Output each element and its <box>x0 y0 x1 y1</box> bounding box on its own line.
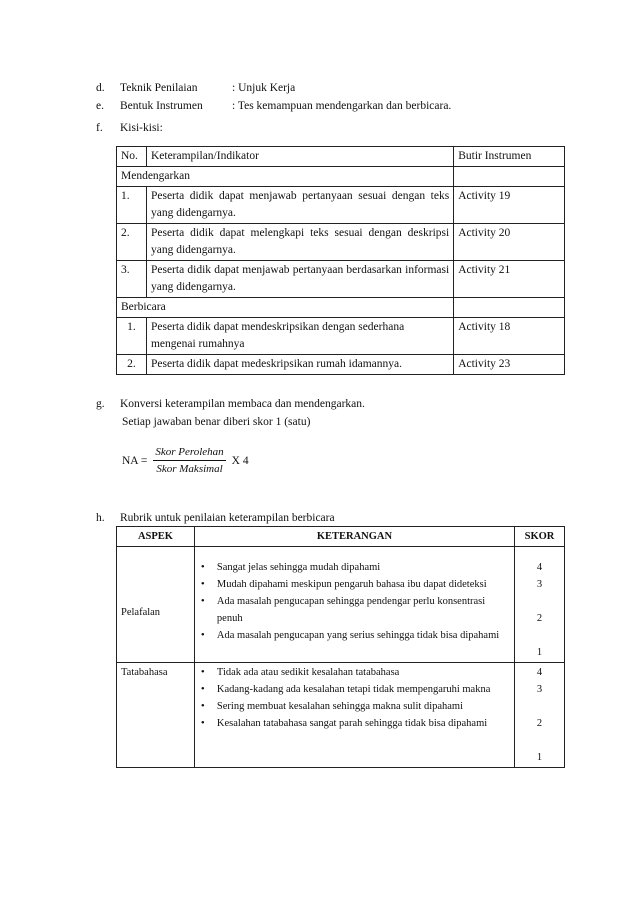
aspect-cell: Pelafalan <box>117 547 195 663</box>
value-bentuk-instrumen: : Tes kemampuan mendengarkan dan berbicara. <box>232 100 452 112</box>
table-row <box>117 318 565 355</box>
label-konversi: Konversi keterampilan membaca dan mendengarkan. <box>120 398 365 410</box>
marker-d: d. <box>96 82 105 94</box>
formula-fraction <box>153 446 225 475</box>
rubrik-table <box>116 526 565 768</box>
table-row <box>117 261 565 298</box>
kisi-header-row <box>117 147 565 167</box>
line-g <box>96 398 365 410</box>
header-skor: SKOR <box>515 527 565 547</box>
marker-e: e. <box>96 100 104 112</box>
rubrik-row-pelafalan <box>117 547 565 663</box>
score-value: 3 <box>536 684 543 695</box>
line-f <box>96 122 163 134</box>
group-title: Mendengarkan <box>117 167 454 187</box>
label-kisi-kisi: Kisi-kisi: <box>120 122 163 134</box>
konversi-subtext: Setiap jawaban benar diberi skor 1 (satu) <box>122 416 311 428</box>
table-row <box>117 224 565 261</box>
row-butir: Activity 18 <box>454 318 565 355</box>
keterangan-cell <box>194 663 514 768</box>
list-item: • Kesalahan tatabahasa sangat parah sehingga tidak bisa dipahami <box>213 715 510 732</box>
label-rubrik: Rubrik untuk penilaian keterampilan berbicara <box>120 512 335 524</box>
keterangan-cell <box>194 547 514 663</box>
marker-g: g. <box>96 398 105 410</box>
score-value: 4 <box>536 667 543 678</box>
rubrik-row-tatabahasa <box>117 663 565 768</box>
score-value: 2 <box>536 718 543 729</box>
kisi-kisi-table <box>116 146 565 375</box>
formula-numerator: Skor Perolehan <box>153 446 225 461</box>
formula-rhs: X 4 <box>231 454 249 467</box>
row-indikator: Peserta didik dapat mendeskripsikan dengan sederhana mengenai rumahnya <box>146 318 453 355</box>
header-keterangan: KETERANGAN <box>194 527 514 547</box>
list-item: • Ada masalah pengucapan sehingga pendengar perlu konsentrasi penuh <box>213 593 510 627</box>
row-no: 3. <box>117 261 147 298</box>
score-cell <box>515 547 565 663</box>
group-title: Berbicara <box>117 298 454 318</box>
score-cell <box>515 663 565 768</box>
header-no: No. <box>117 147 147 167</box>
header-butir: Butir Instrumen <box>454 147 565 167</box>
line-d <box>96 82 295 94</box>
row-no: 1. <box>117 187 147 224</box>
row-no: 2. <box>117 355 147 375</box>
score-value: 1 <box>536 752 543 763</box>
group-row-mendengarkan <box>117 167 565 187</box>
list-item: • Sangat jelas sehingga mudah dipahami <box>213 559 510 576</box>
marker-f: f. <box>96 122 103 134</box>
formula-lhs: NA = <box>122 454 148 467</box>
row-butir: Activity 21 <box>454 261 565 298</box>
list-item: • Tidak ada atau sedikit kesalahan tatabahasa <box>213 664 510 681</box>
row-butir: Activity 19 <box>454 187 565 224</box>
formula-denominator: Skor Maksimal <box>156 463 223 475</box>
label-bentuk-instrumen: Bentuk Instrumen <box>120 100 203 112</box>
row-indikator: Peserta didik dapat menjawab pertanyaan berdasarkan informasi yang didengarnya. <box>146 261 453 298</box>
list-item: • Kadang-kadang ada kesalahan tetapi tidak mempengaruhi makna <box>213 681 510 698</box>
value-teknik-penilaian: : Unjuk Kerja <box>232 82 296 94</box>
table-row <box>117 355 565 375</box>
header-aspek: ASPEK <box>117 527 195 547</box>
formula-na <box>122 446 249 475</box>
rubrik-header-row <box>117 527 565 547</box>
table-row <box>117 187 565 224</box>
row-indikator: Peserta didik dapat menjawab pertanyaan sesuai dengan teks yang didengarnya. <box>146 187 453 224</box>
row-indikator: Peserta didik dapat melengkapi teks sesuai dengan deskripsi yang didengarnya. <box>146 224 453 261</box>
line-h <box>96 512 335 524</box>
group-row-berbicara <box>117 298 565 318</box>
list-item: • Ada masalah pengucapan yang serius sehingga tidak bisa dipahami <box>213 627 510 644</box>
score-value: 1 <box>536 647 543 658</box>
list-item: • Sering membuat kesalahan sehingga makna sulit dipahami <box>213 698 510 715</box>
score-value: 4 <box>536 562 543 573</box>
row-no: 1. <box>117 318 147 355</box>
row-no: 2. <box>117 224 147 261</box>
aspect-cell: Tatabahasa <box>117 663 195 768</box>
score-value: 3 <box>536 579 543 590</box>
row-butir: Activity 23 <box>454 355 565 375</box>
score-value: 2 <box>536 613 543 624</box>
row-indikator: Peserta didik dapat medeskripsikan rumah idamannya. <box>146 355 453 375</box>
line-e <box>96 100 451 112</box>
header-indikator: Keterampilan/Indikator <box>146 147 453 167</box>
label-teknik-penilaian: Teknik Penilaian <box>120 82 198 94</box>
marker-h: h. <box>96 512 105 524</box>
list-item: • Mudah dipahami meskipun pengaruh bahasa ibu dapat dideteksi <box>213 576 510 593</box>
row-butir: Activity 20 <box>454 224 565 261</box>
